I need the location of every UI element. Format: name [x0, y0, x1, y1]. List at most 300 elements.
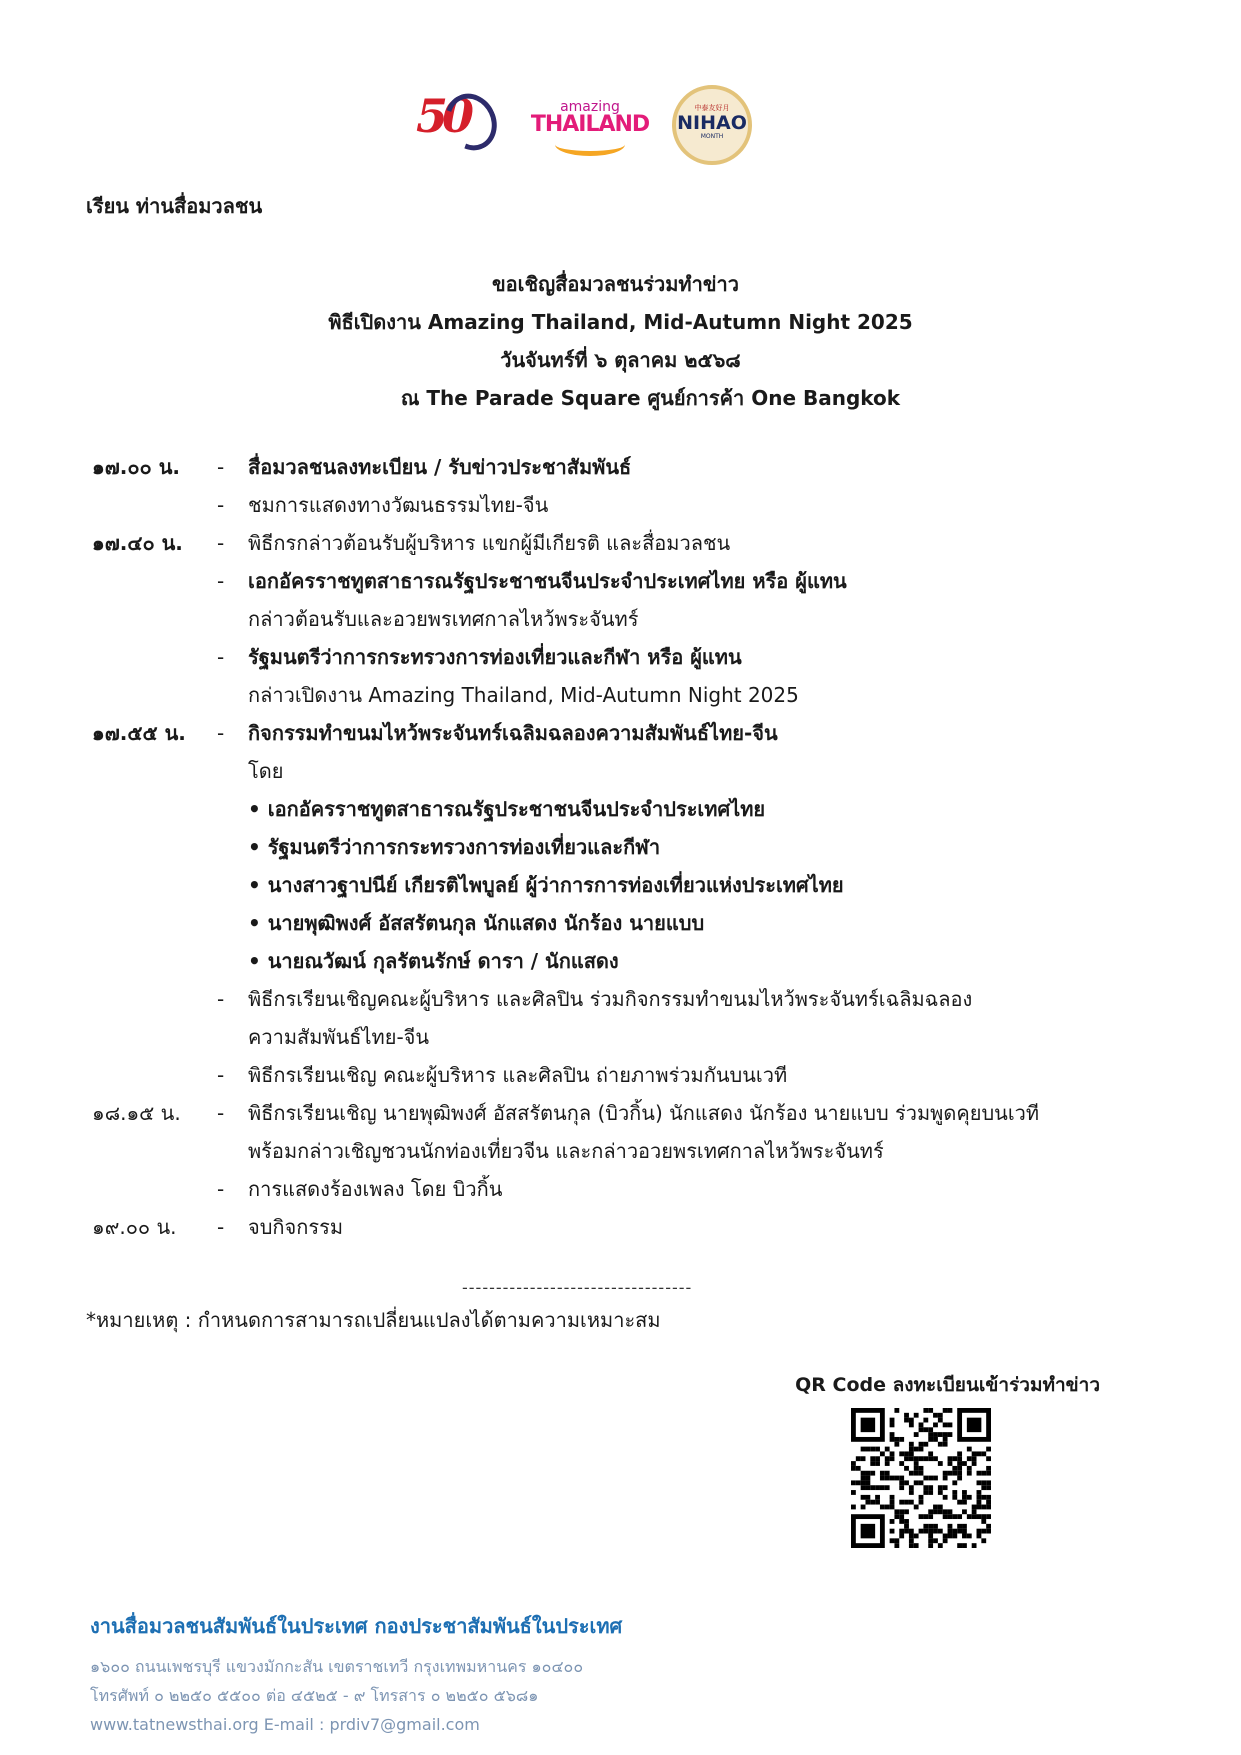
registration-qr-code[interactable]	[851, 1408, 991, 1548]
qr-module	[948, 1514, 953, 1519]
qr-module	[885, 1505, 890, 1510]
qr-module	[861, 1505, 866, 1510]
agenda-text: พิธีกรเรียนเชิญ คณะผู้บริหาร และศิลปิน ถ่ายภาพร่วมกันบนเวที	[248, 1063, 788, 1087]
qr-module	[977, 1480, 982, 1485]
agenda-row	[92, 1170, 1172, 1208]
qr-module	[933, 1437, 938, 1442]
agenda-text: โดย	[248, 759, 284, 783]
qr-module	[957, 1456, 962, 1461]
qr-module	[923, 1529, 928, 1534]
title-line-1: ขอเชิญสื่อมวลชนร่วมทำข่าว	[492, 272, 739, 296]
amazing-thailand-logo	[530, 99, 650, 156]
agenda-text: กิจกรรมทำขนมไหว้พระจันทร์เฉลิมฉลองความสัมพันธ์ไทย-จีน	[248, 721, 778, 745]
qr-module	[933, 1505, 938, 1510]
qr-module	[943, 1538, 948, 1543]
qr-module	[923, 1476, 928, 1481]
title-line-3: วันจันทร์ที่ ๖ ตุลาคม ๒๕๖๘	[500, 348, 741, 372]
agenda-text: รัฐมนตรีว่าการกระทรวงการท่องเที่ยวและกีฬา หรือ ผู้แทน	[248, 645, 742, 669]
qr-module	[948, 1534, 953, 1539]
qr-module	[972, 1456, 977, 1461]
agenda-text: • เอกอัครราชทูตสาธารณรัฐประชาชนจีนประจำประเทศไทย	[248, 797, 766, 821]
qr-module	[986, 1514, 991, 1519]
qr-module	[899, 1476, 904, 1481]
agenda-row	[92, 448, 1172, 486]
qr-module	[870, 1461, 875, 1466]
qr-module	[943, 1471, 948, 1476]
qr-module	[938, 1543, 943, 1548]
amazing-wordmark: amazing	[560, 99, 620, 115]
agenda-row	[92, 942, 1172, 980]
agenda-time: ๑๘.๑๕ น.	[92, 1101, 181, 1125]
qr-module	[914, 1471, 919, 1476]
agenda-text: การแสดงร้องเพลง โดย บิวกิ้น	[248, 1177, 503, 1201]
qr-module	[894, 1509, 899, 1514]
qr-module	[981, 1514, 986, 1519]
qr-module	[861, 1524, 875, 1538]
qr-module	[909, 1447, 914, 1452]
footer-web-email[interactable]: www.tatnewsthai.org E-mail : prdiv7@gmail.com	[90, 1715, 480, 1734]
agenda-dash: -	[217, 721, 225, 745]
qr-module	[890, 1437, 895, 1442]
qr-module	[928, 1514, 933, 1519]
qr-module	[875, 1500, 880, 1505]
remark-note: *หมายเหตุ : กำหนดการสามารถเปลี่ยนแปลงได้ตามความเหมาะสม	[86, 1308, 661, 1332]
qr-module	[986, 1524, 991, 1529]
qr-module	[943, 1408, 948, 1413]
qr-module	[977, 1505, 982, 1510]
qr-module	[851, 1461, 856, 1466]
qr-module	[952, 1490, 957, 1495]
agenda-text: • นายพุฒิพงศ์ อัสสรัตนกุล นักแสดง นักร้อง นายแบบ	[248, 911, 705, 935]
qr-module	[928, 1534, 933, 1539]
qr-module	[957, 1500, 962, 1505]
nihao-wordmark: NIHAO	[677, 112, 747, 134]
qr-module	[938, 1442, 943, 1447]
agenda-row	[92, 790, 1172, 828]
qr-module	[875, 1447, 880, 1452]
qr-module	[938, 1418, 943, 1423]
qr-module	[928, 1427, 933, 1432]
qr-module	[948, 1524, 953, 1529]
qr-module	[948, 1509, 953, 1514]
qr-module	[957, 1451, 962, 1456]
qr-module	[914, 1466, 919, 1471]
qr-module	[909, 1418, 914, 1423]
qr-module	[933, 1529, 938, 1534]
invitation-title	[0, 265, 1241, 417]
qr-module	[890, 1476, 895, 1481]
qr-module	[919, 1495, 924, 1500]
agenda-text: • นางสาวฐาปนีย์ เกียรติไพบูลย์ ผู้ว่าการการท่องเที่ยวแห่งประเทศไทย	[248, 873, 844, 897]
qr-module	[861, 1495, 866, 1500]
qr-module	[938, 1490, 943, 1495]
agenda-row	[92, 600, 1172, 638]
qr-module	[933, 1456, 938, 1461]
qr-module	[923, 1490, 928, 1495]
qr-module	[923, 1485, 928, 1490]
qr-module	[943, 1437, 948, 1442]
agenda-dash: -	[217, 987, 225, 1011]
logo-bar	[0, 85, 1241, 175]
qr-module	[899, 1485, 904, 1490]
qr-module	[943, 1432, 948, 1437]
qr-module	[875, 1495, 880, 1500]
qr-module	[919, 1442, 924, 1447]
qr-module	[919, 1422, 924, 1427]
qr-module	[885, 1461, 890, 1466]
qr-module	[981, 1485, 986, 1490]
qr-module	[952, 1480, 957, 1485]
logo-50-number: 50	[416, 89, 469, 143]
qr-module	[923, 1442, 928, 1447]
qr-module	[851, 1490, 856, 1495]
agenda-row	[92, 714, 1172, 752]
qr-module	[938, 1509, 943, 1514]
qr-module	[909, 1534, 914, 1539]
agenda-row	[92, 1208, 1172, 1246]
divider: ----------------------------------	[462, 1278, 693, 1297]
qr-module	[962, 1495, 967, 1500]
qr-module	[933, 1413, 938, 1418]
qr-module	[923, 1427, 928, 1432]
qr-module	[938, 1505, 943, 1510]
agenda-text: พิธีกรกล่าวต้อนรับผู้บริหาร แขกผู้มีเกียรติ และสื่อมวลชน	[248, 531, 731, 555]
qr-module	[986, 1505, 991, 1510]
qr-module	[952, 1534, 957, 1539]
qr-module	[986, 1480, 991, 1485]
qr-module	[890, 1519, 895, 1524]
qr-module	[885, 1456, 890, 1461]
qr-module	[851, 1480, 856, 1485]
qr-module	[870, 1447, 875, 1452]
qr-module	[943, 1485, 948, 1490]
footer-organization: งานสื่อมวลชนสัมพันธ์ในประเทศ กองประชาสัมพันธ์ในประเทศ	[90, 1614, 623, 1638]
qr-module	[962, 1500, 967, 1505]
qr-module	[952, 1456, 957, 1461]
qr-module	[977, 1514, 982, 1519]
qr-module	[928, 1524, 933, 1529]
agenda-text: เอกอัครราชทูตสาธารณรัฐประชาชนจีนประจำประเทศไทย หรือ ผู้แทน	[248, 569, 847, 593]
qr-module	[986, 1495, 991, 1500]
agenda-row	[92, 904, 1172, 942]
qr-module	[880, 1485, 885, 1490]
qr-module	[851, 1505, 856, 1510]
qr-module	[933, 1524, 938, 1529]
qr-module	[870, 1485, 875, 1490]
agenda-row	[92, 486, 1172, 524]
qr-module	[948, 1432, 953, 1437]
qr-module	[861, 1480, 866, 1485]
agenda-text: สื่อมวลชนลงทะเบียน / รับข่าวประชาสัมพันธ์	[248, 455, 632, 479]
agenda-text: ชมการแสดงทางวัฒนธรรมไทย-จีน	[248, 493, 549, 517]
qr-module	[938, 1461, 943, 1466]
qr-module	[919, 1514, 924, 1519]
qr-module	[933, 1538, 938, 1543]
qr-module	[972, 1461, 977, 1466]
qr-module	[880, 1476, 885, 1481]
qr-module	[919, 1529, 924, 1534]
qr-module	[890, 1529, 895, 1534]
agenda-row	[92, 980, 1172, 1018]
qr-module	[948, 1422, 953, 1427]
qr-module	[904, 1524, 909, 1529]
qr-module	[909, 1500, 914, 1505]
qr-module	[890, 1418, 895, 1423]
qr-module	[972, 1509, 977, 1514]
qr-module	[880, 1505, 885, 1510]
qr-module	[861, 1447, 866, 1452]
qr-module	[899, 1500, 904, 1505]
footer-contact	[90, 1610, 622, 1739]
qr-module	[904, 1480, 909, 1485]
qr-module	[909, 1490, 914, 1495]
qr-module	[986, 1471, 991, 1476]
qr-module	[967, 1418, 981, 1432]
qr-module	[928, 1451, 933, 1456]
qr-module	[914, 1447, 919, 1452]
qr-module	[981, 1495, 986, 1500]
qr-module	[967, 1471, 972, 1476]
qr-module	[981, 1471, 986, 1476]
qr-module	[914, 1456, 919, 1461]
qr-module	[977, 1490, 982, 1495]
qr-module	[981, 1505, 986, 1510]
qr-module	[938, 1529, 943, 1534]
agenda-time: ๑๗.๐๐ น.	[92, 455, 180, 479]
qr-module	[914, 1480, 919, 1485]
qr-module	[914, 1413, 919, 1418]
qr-module	[933, 1422, 938, 1427]
qr-module	[986, 1466, 991, 1471]
qr-module	[919, 1471, 924, 1476]
qr-module	[972, 1543, 977, 1548]
qr-module	[967, 1466, 972, 1471]
qr-module	[894, 1408, 899, 1413]
agenda-text: พิธีกรเรียนเชิญคณะผู้บริหาร และศิลปิน ร่วมกิจกรรมทำขนมไหว้พระจันทร์เฉลิมฉลอง	[248, 987, 973, 1011]
qr-module	[861, 1456, 866, 1461]
qr-module	[957, 1543, 962, 1548]
thai-china-50-years-logo	[416, 85, 494, 167]
qr-module	[909, 1538, 914, 1543]
qr-module	[861, 1471, 866, 1476]
qr-module	[952, 1529, 957, 1534]
qr-module	[899, 1480, 904, 1485]
qr-module	[904, 1529, 909, 1534]
qr-module	[904, 1451, 909, 1456]
qr-module	[923, 1408, 928, 1413]
agenda-dash: -	[217, 1063, 225, 1087]
qr-module	[928, 1538, 933, 1543]
qr-module	[986, 1456, 991, 1461]
qr-module	[938, 1413, 943, 1418]
agenda-dash: -	[217, 1215, 225, 1239]
qr-module	[962, 1529, 967, 1534]
qr-module	[962, 1524, 967, 1529]
agenda-dash: -	[217, 1101, 225, 1125]
title-line-2: พิธีเปิดงาน Amazing Thailand, Mid-Autumn Night 2025	[328, 310, 913, 334]
title-line-4: ณ The Parade Square ศูนย์การค้า One Bangkok	[400, 386, 901, 410]
qr-code-label: QR Code ลงทะเบียนเข้าร่วมทำข่าว	[795, 1374, 1100, 1396]
qr-module	[919, 1500, 924, 1505]
qr-module	[890, 1456, 895, 1461]
qr-module	[904, 1418, 909, 1423]
agenda-row	[92, 562, 1172, 600]
qr-module	[952, 1495, 957, 1500]
agenda-dash: -	[217, 531, 225, 555]
qr-module	[977, 1529, 982, 1534]
qr-module	[923, 1514, 928, 1519]
qr-module	[904, 1500, 909, 1505]
agenda-dash: -	[217, 569, 225, 593]
qr-module	[870, 1500, 875, 1505]
agenda-row	[92, 828, 1172, 866]
qr-module	[894, 1514, 899, 1519]
agenda-time: ๑๙.๐๐ น.	[92, 1215, 177, 1239]
nihao-chinese-text: 中泰友好月	[694, 104, 730, 112]
qr-module	[943, 1442, 948, 1447]
qr-module	[938, 1432, 943, 1437]
agenda-row	[92, 1132, 1172, 1170]
qr-module	[928, 1529, 933, 1534]
qr-module	[981, 1480, 986, 1485]
qr-module	[899, 1509, 904, 1514]
salutation: เรียน ท่านสื่อมวลชน	[86, 194, 263, 218]
qr-module	[894, 1437, 899, 1442]
qr-module	[914, 1534, 919, 1539]
qr-module	[943, 1534, 948, 1539]
qr-module	[894, 1442, 899, 1447]
qr-module	[972, 1451, 977, 1456]
qr-module	[977, 1471, 982, 1476]
qr-module	[933, 1476, 938, 1481]
agenda-dash: -	[217, 455, 225, 479]
qr-module	[943, 1514, 948, 1519]
qr-module	[909, 1543, 914, 1548]
agenda-text: กล่าวเปิดงาน Amazing Thailand, Mid-Autumn Night 2025	[248, 683, 799, 707]
qr-module	[962, 1490, 967, 1495]
qr-module	[981, 1529, 986, 1534]
qr-module	[861, 1476, 866, 1481]
qr-module	[933, 1509, 938, 1514]
qr-module	[919, 1447, 924, 1452]
qr-module	[962, 1461, 967, 1466]
qr-module	[904, 1413, 909, 1418]
qr-module	[904, 1466, 909, 1471]
qr-module	[967, 1495, 972, 1500]
qr-module	[885, 1471, 890, 1476]
qr-module	[904, 1509, 909, 1514]
qr-module	[948, 1408, 953, 1413]
qr-module	[986, 1447, 991, 1452]
qr-module	[909, 1529, 914, 1534]
agenda-time: ๑๗.๕๕ น.	[92, 721, 186, 745]
qr-module	[967, 1534, 972, 1539]
qr-module	[986, 1500, 991, 1505]
qr-module	[957, 1471, 962, 1476]
qr-module	[962, 1543, 967, 1548]
qr-module	[928, 1485, 933, 1490]
qr-module	[856, 1480, 861, 1485]
qr-module	[928, 1543, 933, 1548]
qr-module	[890, 1432, 895, 1437]
qr-module	[914, 1543, 919, 1548]
qr-module	[952, 1466, 957, 1471]
agenda-text: • รัฐมนตรีว่าการกระทรวงการท่องเที่ยวและกีฬา	[248, 835, 661, 859]
qr-module	[899, 1451, 904, 1456]
qr-module	[861, 1485, 866, 1490]
qr-module	[890, 1495, 895, 1500]
qr-module	[957, 1466, 962, 1471]
agenda-text: • นายณวัฒน์ กุลรัตนรักษ์ ดารา / นักแสดง	[248, 949, 619, 973]
agenda-dash: -	[217, 1177, 225, 1201]
qr-module	[880, 1471, 885, 1476]
qr-module	[977, 1495, 982, 1500]
qr-module	[957, 1476, 962, 1481]
qr-module	[928, 1456, 933, 1461]
qr-module	[865, 1471, 870, 1476]
qr-module	[928, 1437, 933, 1442]
qr-module	[899, 1529, 904, 1534]
qr-module	[919, 1427, 924, 1432]
qr-module	[967, 1447, 972, 1452]
qr-module	[938, 1485, 943, 1490]
agenda-text: ความสัมพันธ์ไทย-จีน	[248, 1025, 430, 1049]
qr-module	[885, 1447, 890, 1452]
qr-module	[909, 1471, 914, 1476]
qr-module	[890, 1500, 895, 1505]
qr-module	[880, 1451, 885, 1456]
qr-module	[899, 1534, 904, 1539]
qr-module	[899, 1437, 904, 1442]
qr-module	[875, 1461, 880, 1466]
thailand-wordmark: THAILAND	[530, 112, 650, 137]
qr-module	[885, 1485, 890, 1490]
agenda-text: กล่าวต้อนรับและอวยพรเทศกาลไหว้พระจันทร์	[248, 607, 639, 631]
footer-address: ๑๖๐๐ ถนนเพชรบุรี แขวงมักกะสัน เขตราชเทวี กรุงเทพมหานคร ๑๐๔๐๐	[90, 1657, 584, 1676]
qr-module	[957, 1529, 962, 1534]
agenda-row	[92, 638, 1172, 676]
qr-module	[870, 1471, 875, 1476]
agenda-dash: -	[217, 645, 225, 669]
qr-module	[919, 1480, 924, 1485]
qr-module	[957, 1461, 962, 1466]
qr-module	[943, 1422, 948, 1427]
nihao-month-text: MONTH	[700, 133, 724, 140]
qr-module	[865, 1480, 870, 1485]
qr-module	[865, 1485, 870, 1490]
agenda-row	[92, 866, 1172, 904]
qr-module	[943, 1495, 948, 1500]
qr-module	[865, 1476, 870, 1481]
qr-module	[909, 1456, 914, 1461]
qr-module	[943, 1476, 948, 1481]
qr-module	[967, 1514, 972, 1519]
qr-module	[919, 1466, 924, 1471]
qr-module	[928, 1432, 933, 1437]
qr-module	[894, 1538, 899, 1543]
qr-module	[914, 1461, 919, 1466]
qr-module	[981, 1451, 986, 1456]
qr-module	[899, 1461, 904, 1466]
qr-module	[856, 1456, 861, 1461]
qr-module	[909, 1422, 914, 1427]
qr-module	[948, 1471, 953, 1476]
qr-module	[894, 1543, 899, 1548]
qr-module	[865, 1447, 870, 1452]
agenda-text: จบกิจกรรม	[248, 1215, 344, 1239]
qr-module	[909, 1442, 914, 1447]
agenda-row	[92, 752, 1172, 790]
